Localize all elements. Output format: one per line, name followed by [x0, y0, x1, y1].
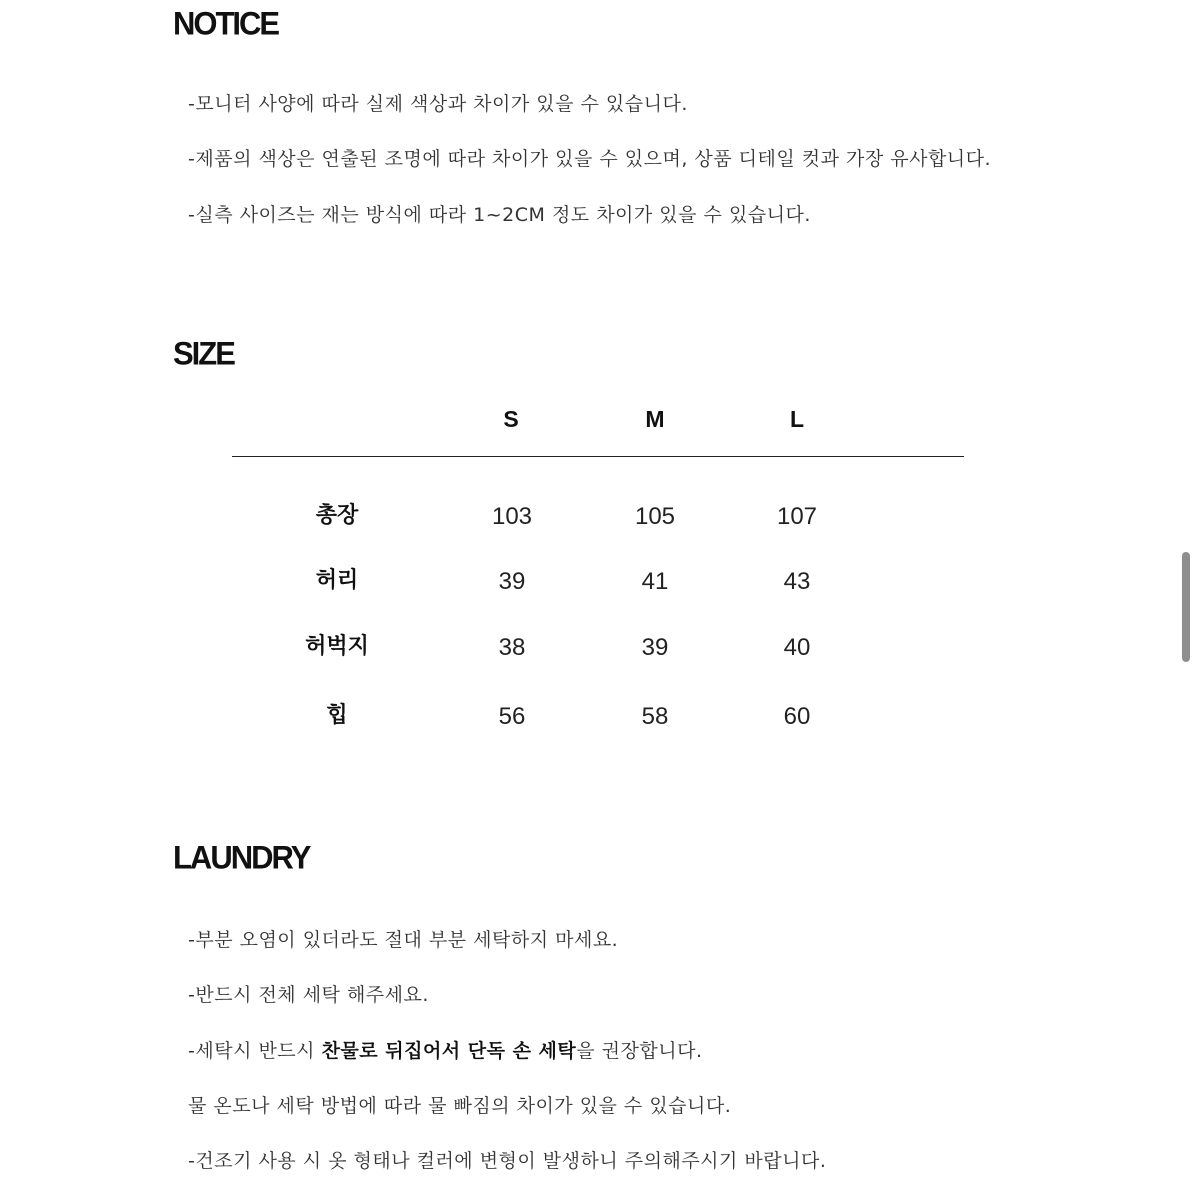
row-label-thigh: 허벅지 [305, 634, 369, 659]
table-cell: 105 [634, 503, 676, 530]
table-cell: 43 [783, 568, 811, 595]
scrollbar-thumb[interactable] [1182, 552, 1190, 662]
size-heading: SIZE [173, 335, 234, 372]
laundry-line-5: -건조기 사용 시 옷 형태나 컬러에 변형이 발생하니 주의해주시기 바랍니다. [188, 1150, 827, 1172]
laundry-line-2: -반드시 전체 세탁 해주세요. [188, 984, 429, 1006]
size-column-s: S [503, 406, 519, 432]
size-column-m: M [645, 406, 665, 432]
row-label-waist: 허리 [315, 568, 359, 593]
table-cell: 58 [641, 703, 669, 730]
table-cell: 38 [498, 634, 526, 661]
table-cell: 107 [776, 503, 818, 530]
notice-heading: NOTICE [173, 5, 279, 42]
laundry-line-3-emphasis: 찬물로 뒤집어서 단독 손 세탁 [321, 1040, 577, 1062]
size-column-l: L [789, 406, 805, 432]
notice-line-2: -제품의 색상은 연출된 조명에 따라 차이가 있을 수 있으며, 상품 디테일 컷과 가장 유사합니다. [188, 148, 992, 170]
table-cell: 39 [498, 568, 526, 595]
table-divider [232, 456, 964, 457]
table-cell: 56 [498, 703, 526, 730]
notice-line-1: -모니터 사양에 따라 실제 색상과 차이가 있을 수 있습니다. [188, 93, 688, 115]
laundry-line-3-suffix: 을 권장합니다. [576, 1040, 703, 1062]
laundry-line-4: 물 온도나 세탁 방법에 따라 물 빠짐의 차이가 있을 수 있습니다. [188, 1095, 732, 1117]
row-label-total-length: 총장 [315, 503, 359, 528]
table-cell: 41 [641, 568, 669, 595]
table-cell: 39 [641, 634, 669, 661]
table-cell: 103 [491, 503, 533, 530]
laundry-line-3 [188, 1042, 703, 1061]
laundry-heading: LAUNDRY [173, 839, 310, 876]
table-cell: 40 [783, 634, 811, 661]
table-cell: 60 [783, 703, 811, 730]
laundry-line-1: -부분 오염이 있더라도 절대 부분 세탁하지 마세요. [188, 929, 619, 951]
row-label-hip: 힙 [326, 703, 348, 728]
notice-line-3: -실측 사이즈는 재는 방식에 따라 1~2CM 정도 차이가 있을 수 있습니다. [188, 204, 811, 226]
laundry-line-3-prefix: -세탁시 반드시 [188, 1040, 322, 1062]
